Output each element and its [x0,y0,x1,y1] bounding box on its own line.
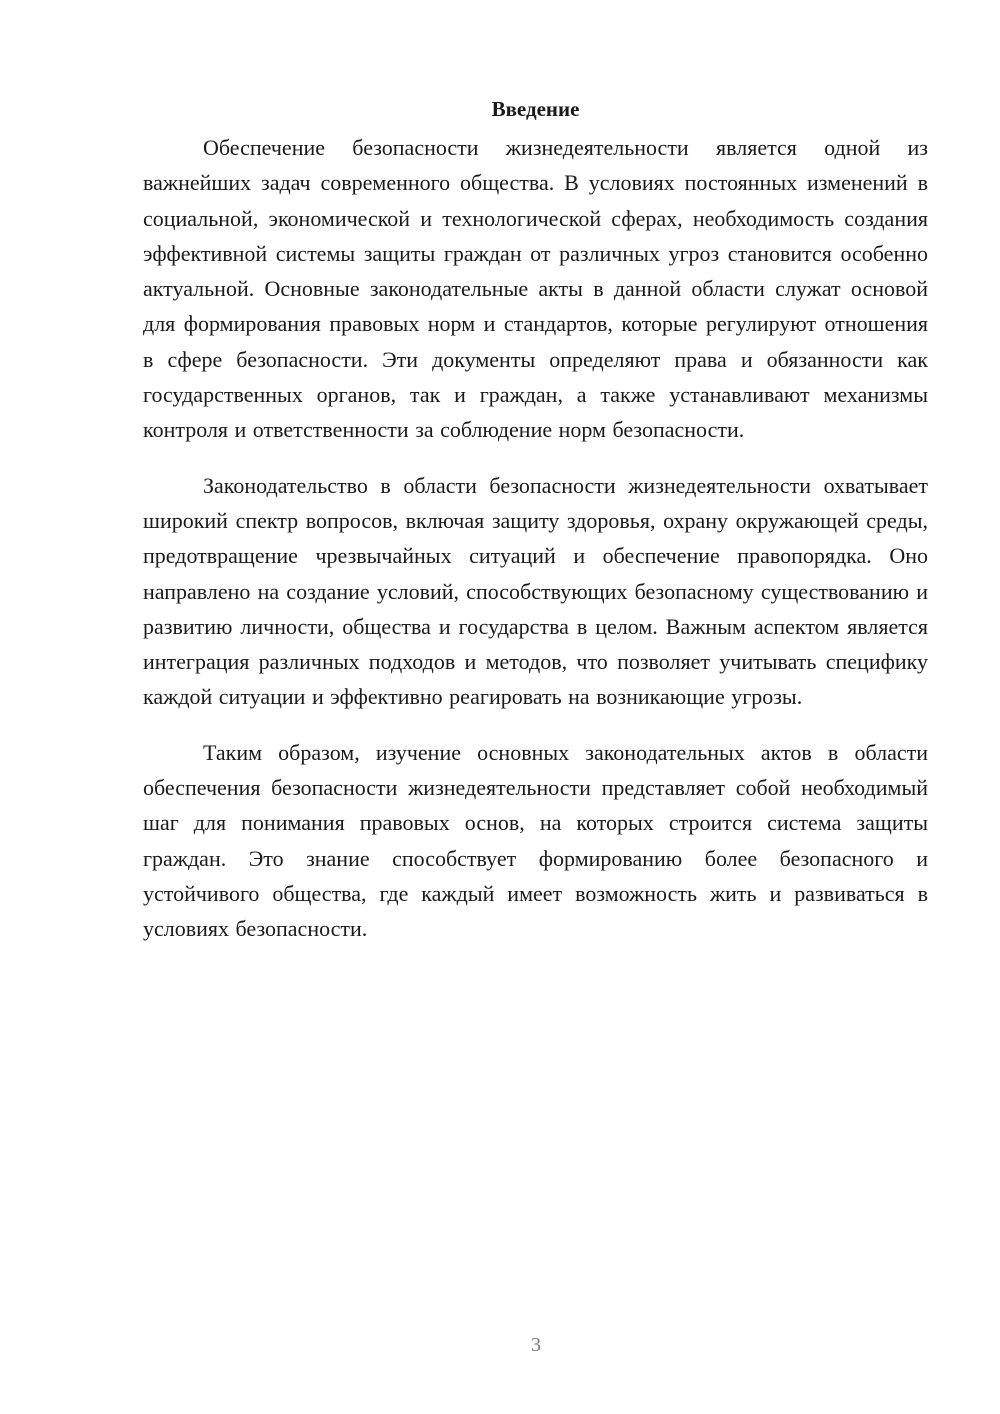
section-title: Введение [491,97,580,121]
document-body [143,92,928,967]
paragraph-2: Законодательство в области безопасности жизнедеятельности охватывает широкий спектр вопросов, включая защиту здоровья, охрану окружающей среды, предотвращение чрезвычайных ситуаций и обеспечение правопорядка. Оно направлено на создание условий, способствующих безопасному существованию и развитию личности, общества и государства в целом. Важным аспектом является интеграция различных подходов и методов, что позволяет учитывать специфику каждой ситуации и эффективно реагировать на возникающие угрозы. [143,472,928,710]
paragraph-3: Таким образом, изучение основных законодательных актов в области обеспечения безопасности жизнедеятельности представляет собой необходимый шаг для понимания правовых основ, на которых строится система защиты граждан. Это знание способствует формированию более безопасного и устойчивого общества, где каждый имеет возможность жить и развиваться в условиях безопасности. [143,739,928,942]
paragraph-1: Обеспечение безопасности жизнедеятельности является одной из важнейших задач современного общества. В условиях постоянных изменений в социальной, экономической и технологической сферах, необходимость создания эффективной системы защиты граждан от различных угроз становится особенно актуальной. Основные законодательные акты в данной области служат основой для формирования правовых норм и стандартов, которые регулируют отношения в сфере безопасности. Эти документы определяют права и обязанности как государственных органов, так и граждан, а также устанавливают механизмы контроля и ответственности за соблюдение норм безопасности. [143,135,928,443]
page-number: 3 [531,1334,541,1356]
